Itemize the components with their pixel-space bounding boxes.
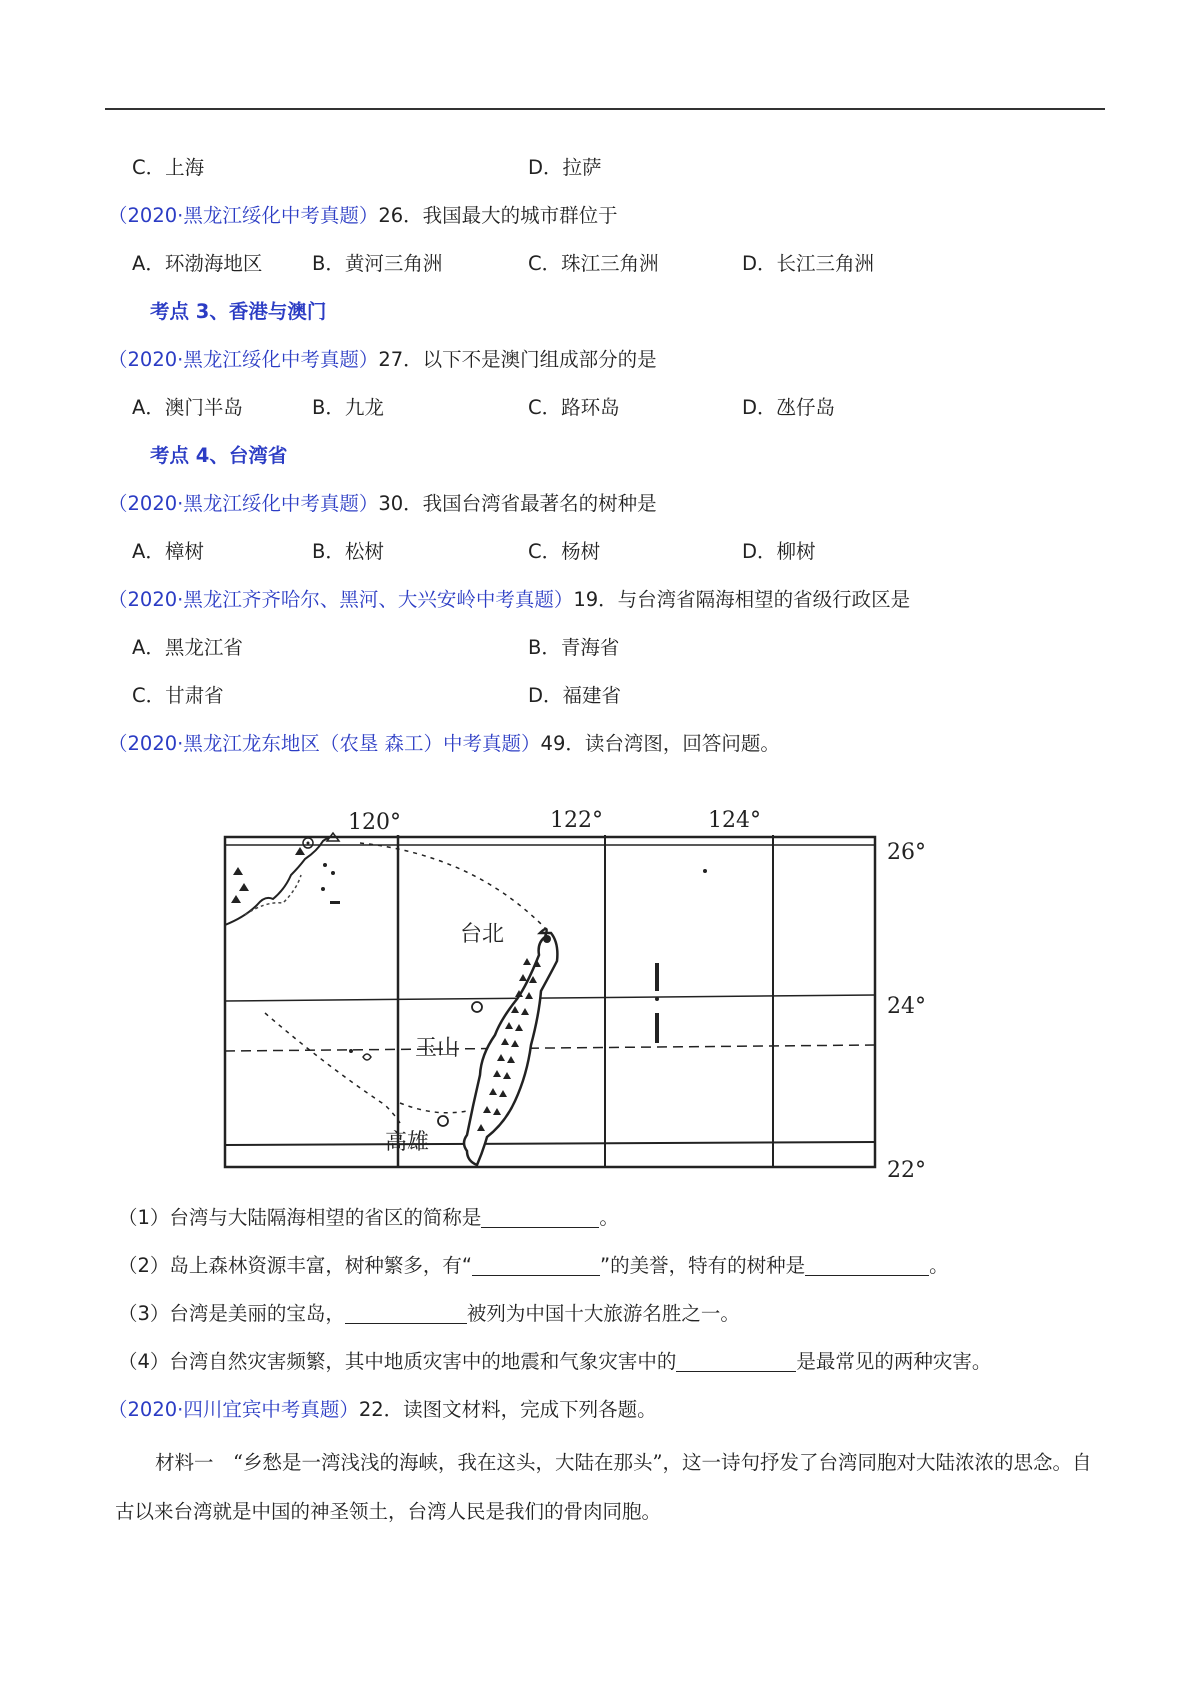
sub-question-4 xyxy=(118,1346,991,1378)
longitude-label-122: 122° xyxy=(550,808,603,833)
header-rule xyxy=(105,108,1105,110)
answer-blank[interactable] xyxy=(345,1301,467,1324)
question-source: （2020·黑龙江绥化中考真题） xyxy=(108,348,379,371)
sub-question-text: （2）岛上森林资源丰富，树种繁多，有“ xyxy=(118,1254,473,1277)
option-b: B．黄河三角洲 xyxy=(312,252,443,275)
question-stem: 22．读图文材料，完成下列各题。 xyxy=(358,1398,657,1421)
option-d: D．氹仔岛 xyxy=(742,396,836,419)
answer-blank[interactable] xyxy=(481,1205,599,1228)
longitude-label-120: 120° xyxy=(348,810,401,835)
question-source: （2020·黑龙江绥化中考真题） xyxy=(108,204,379,227)
sub-question-1 xyxy=(118,1202,619,1234)
option-b: B．松树 xyxy=(312,540,384,563)
question-19 xyxy=(108,584,910,616)
question-49 xyxy=(108,728,780,760)
place-label-kaohsiung: 高雄 xyxy=(385,1130,430,1155)
option-c: C．甘肃省 xyxy=(132,684,224,707)
sub-question-text: 。 xyxy=(599,1206,619,1229)
question-stem: 30．我国台湾省最著名的树种是 xyxy=(378,492,657,515)
answer-blank[interactable] xyxy=(472,1253,600,1276)
question-22 xyxy=(108,1394,657,1426)
answer-blank[interactable] xyxy=(676,1349,796,1372)
option-a: A．樟树 xyxy=(132,540,204,563)
question-30 xyxy=(108,488,657,520)
sub-question-3 xyxy=(118,1298,740,1330)
question-source: （2020·黑龙江绥化中考真题） xyxy=(108,492,379,515)
question-source: （2020·四川宜宾中考真题） xyxy=(108,1398,359,1421)
longitude-label-124: 124° xyxy=(708,808,761,833)
sub-question-text: ”的美誉，特有的树种是 xyxy=(600,1254,806,1277)
latitude-label-26: 26° xyxy=(887,840,926,865)
sub-question-text: （4）台湾自然灾害频繁，其中地质灾害中的地震和气象灾害中的 xyxy=(118,1350,677,1373)
latitude-label-24: 24° xyxy=(887,994,926,1019)
option-c: C．上海 xyxy=(132,156,205,179)
sub-question-text: 被列为中国十大旅游名胜之一。 xyxy=(466,1302,740,1325)
question-stem: 26．我国最大的城市群位于 xyxy=(378,204,618,227)
sub-question-2 xyxy=(118,1250,949,1282)
option-c: C．杨树 xyxy=(528,540,601,563)
answer-blank[interactable] xyxy=(805,1253,929,1276)
question-source: （2020·黑龙江龙东地区（农垦 森工）中考真题） xyxy=(108,732,541,755)
question-26 xyxy=(108,200,618,232)
option-d: D．拉萨 xyxy=(528,156,602,179)
taiwan-map xyxy=(205,805,945,1177)
section-heading-3: 考点 3、香港与澳门 xyxy=(150,300,327,323)
option-a: A．黑龙江省 xyxy=(132,636,243,659)
place-label-taipei: 台北 xyxy=(460,922,505,947)
option-d: D．柳树 xyxy=(742,540,816,563)
option-b: B．青海省 xyxy=(528,636,620,659)
place-label-yushan: 玉山 xyxy=(415,1036,460,1061)
sub-question-text: 是最常见的两种灾害。 xyxy=(796,1350,992,1373)
option-d: D．福建省 xyxy=(528,684,622,707)
sub-question-text: 。 xyxy=(929,1254,949,1277)
question-stem: 19．与台湾省隔海相望的省级行政区是 xyxy=(573,588,911,611)
question-source: （2020·黑龙江齐齐哈尔、黑河、大兴安岭中考真题） xyxy=(108,588,574,611)
material-one-paragraph: 材料一 “乡愁是一湾浅浅的海峡，我在这头，大陆在那头”，这一诗句抒发了台湾同胞对大陆浓浓的思念。自古以来台湾就是中国的神圣领土，台湾人民是我们的骨肉同胞。 xyxy=(115,1451,1092,1523)
sub-question-text: （1）台湾与大陆隔海相望的省区的简称是 xyxy=(118,1206,482,1229)
option-b: B．九龙 xyxy=(312,396,384,419)
option-c: C．珠江三角洲 xyxy=(528,252,659,275)
question-27 xyxy=(108,344,657,376)
option-c: C．路环岛 xyxy=(528,396,620,419)
latitude-label-22: 22° xyxy=(887,1158,926,1177)
question-stem: 27．以下不是澳门组成部分的是 xyxy=(378,348,657,371)
section-heading-4: 考点 4、台湾省 xyxy=(150,444,288,467)
sub-question-text: （3）台湾是美丽的宝岛， xyxy=(118,1302,345,1325)
option-a: A．澳门半岛 xyxy=(132,396,243,419)
question-stem: 49．读台湾图，回答问题。 xyxy=(540,732,780,755)
option-d: D．长江三角洲 xyxy=(742,252,875,275)
option-a: A．环渤海地区 xyxy=(132,252,263,275)
